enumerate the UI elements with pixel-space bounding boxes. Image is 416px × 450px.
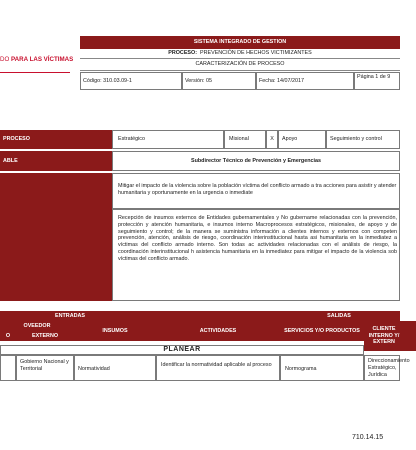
proceso-estrategico: Estratégico	[112, 130, 224, 149]
doc-date: Fecha: 14/07/2017	[256, 72, 354, 90]
process-title	[80, 49, 400, 59]
logo-area	[0, 36, 80, 93]
logo-text	[0, 56, 80, 66]
servicios-header: SERVICIOS Y/O PRODUCTOS	[280, 321, 364, 341]
header-block	[0, 36, 400, 93]
planear-row: PLANEAR	[0, 345, 364, 355]
row1-servicios: Normograma	[280, 355, 364, 381]
doc-page: Página 1 de 9	[354, 72, 400, 90]
header-gap	[140, 311, 278, 321]
doc-version: Versión: 05	[182, 72, 256, 90]
row1-externo: Gobierno Nacional y Territorial	[16, 355, 74, 381]
logo-underline	[0, 72, 70, 73]
objetivo-text: Mitigar el impacto de la violencia sobre la población víctima del conflicto armado a tra acciones para asistir y atender humanitaria y oportunamente en la urgencia o inmediate	[112, 173, 400, 209]
logo-fragment: DO	[0, 56, 10, 63]
footer-code: 710.14.15	[352, 434, 384, 441]
externo-header: EXTERNO	[16, 331, 74, 341]
interno-header: O	[0, 331, 16, 341]
responsable-label: ABLE	[0, 151, 112, 171]
doc-code: Código: 310.03.09-1	[80, 72, 182, 90]
salidas-header: SALIDAS	[278, 311, 400, 321]
actividades-header: ACTIVIDADES	[156, 321, 280, 341]
insumos-header: INSUMOS	[74, 321, 156, 341]
objetivo-label-cell	[0, 173, 112, 209]
characterization-title: CARACTERIZACIÓN DE PROCESO	[80, 59, 400, 71]
row1-interno	[0, 355, 16, 381]
cliente-header: CLIENTE INTERNO Y/ EXTERN	[364, 321, 416, 351]
alcance-text: Recepción de insumos externos de Entidades gubernamentales y No gubername relacionadas con la prevención, protección y atención humanitaria, e insumos interno Macroprocesos estratégicos, misionales, de apoyo y de seguimiento y control; de la manera se suministra información a clientes internos y externos con competen prevención, atención, análisis de riesgo, coordinación interinstitucional hasta asi humanitaria en la inmediatez a víctimas del conflicto armado interno. Son todas ac actividades relacionadas con el análisis de riesgo, la coordinación interinstitucional h asistencia humanitaria en la inmediatez para mitigar el impacto de la violencia sob víctimas del conflicto armado.	[112, 209, 400, 301]
proveedor-header: OVEEDOR	[0, 321, 74, 331]
proceso-apoyo: Apoyo	[278, 130, 326, 149]
row1-insumos: Normatividad	[74, 355, 156, 381]
proceso-label: PROCESO	[0, 130, 112, 149]
entradas-header: ENTRADAS	[0, 311, 140, 321]
process-label: PROCESO:	[168, 50, 198, 57]
row1-actividades: Identificar la normatividad aplicable al proceso	[156, 355, 280, 381]
misional-mark: X	[266, 130, 278, 149]
responsable-value: Subdirector Técnico de Prevención y Emergencias	[112, 151, 400, 171]
process-value: PREVENCIÓN DE HECHOS VICTIMIZANTES	[200, 50, 312, 57]
proceso-misional: Misional	[224, 130, 266, 149]
alcance-label-cell	[0, 209, 112, 301]
system-title: SISTEMA INTEGRADO DE GESTION	[80, 36, 400, 49]
proceso-seguimiento: Seguimiento y control	[326, 130, 400, 149]
logo-text-main: PARA LAS VÍCTIMAS	[11, 56, 74, 63]
row1-cliente: Direccionamiento Estratégico, Jurídica	[364, 355, 400, 381]
